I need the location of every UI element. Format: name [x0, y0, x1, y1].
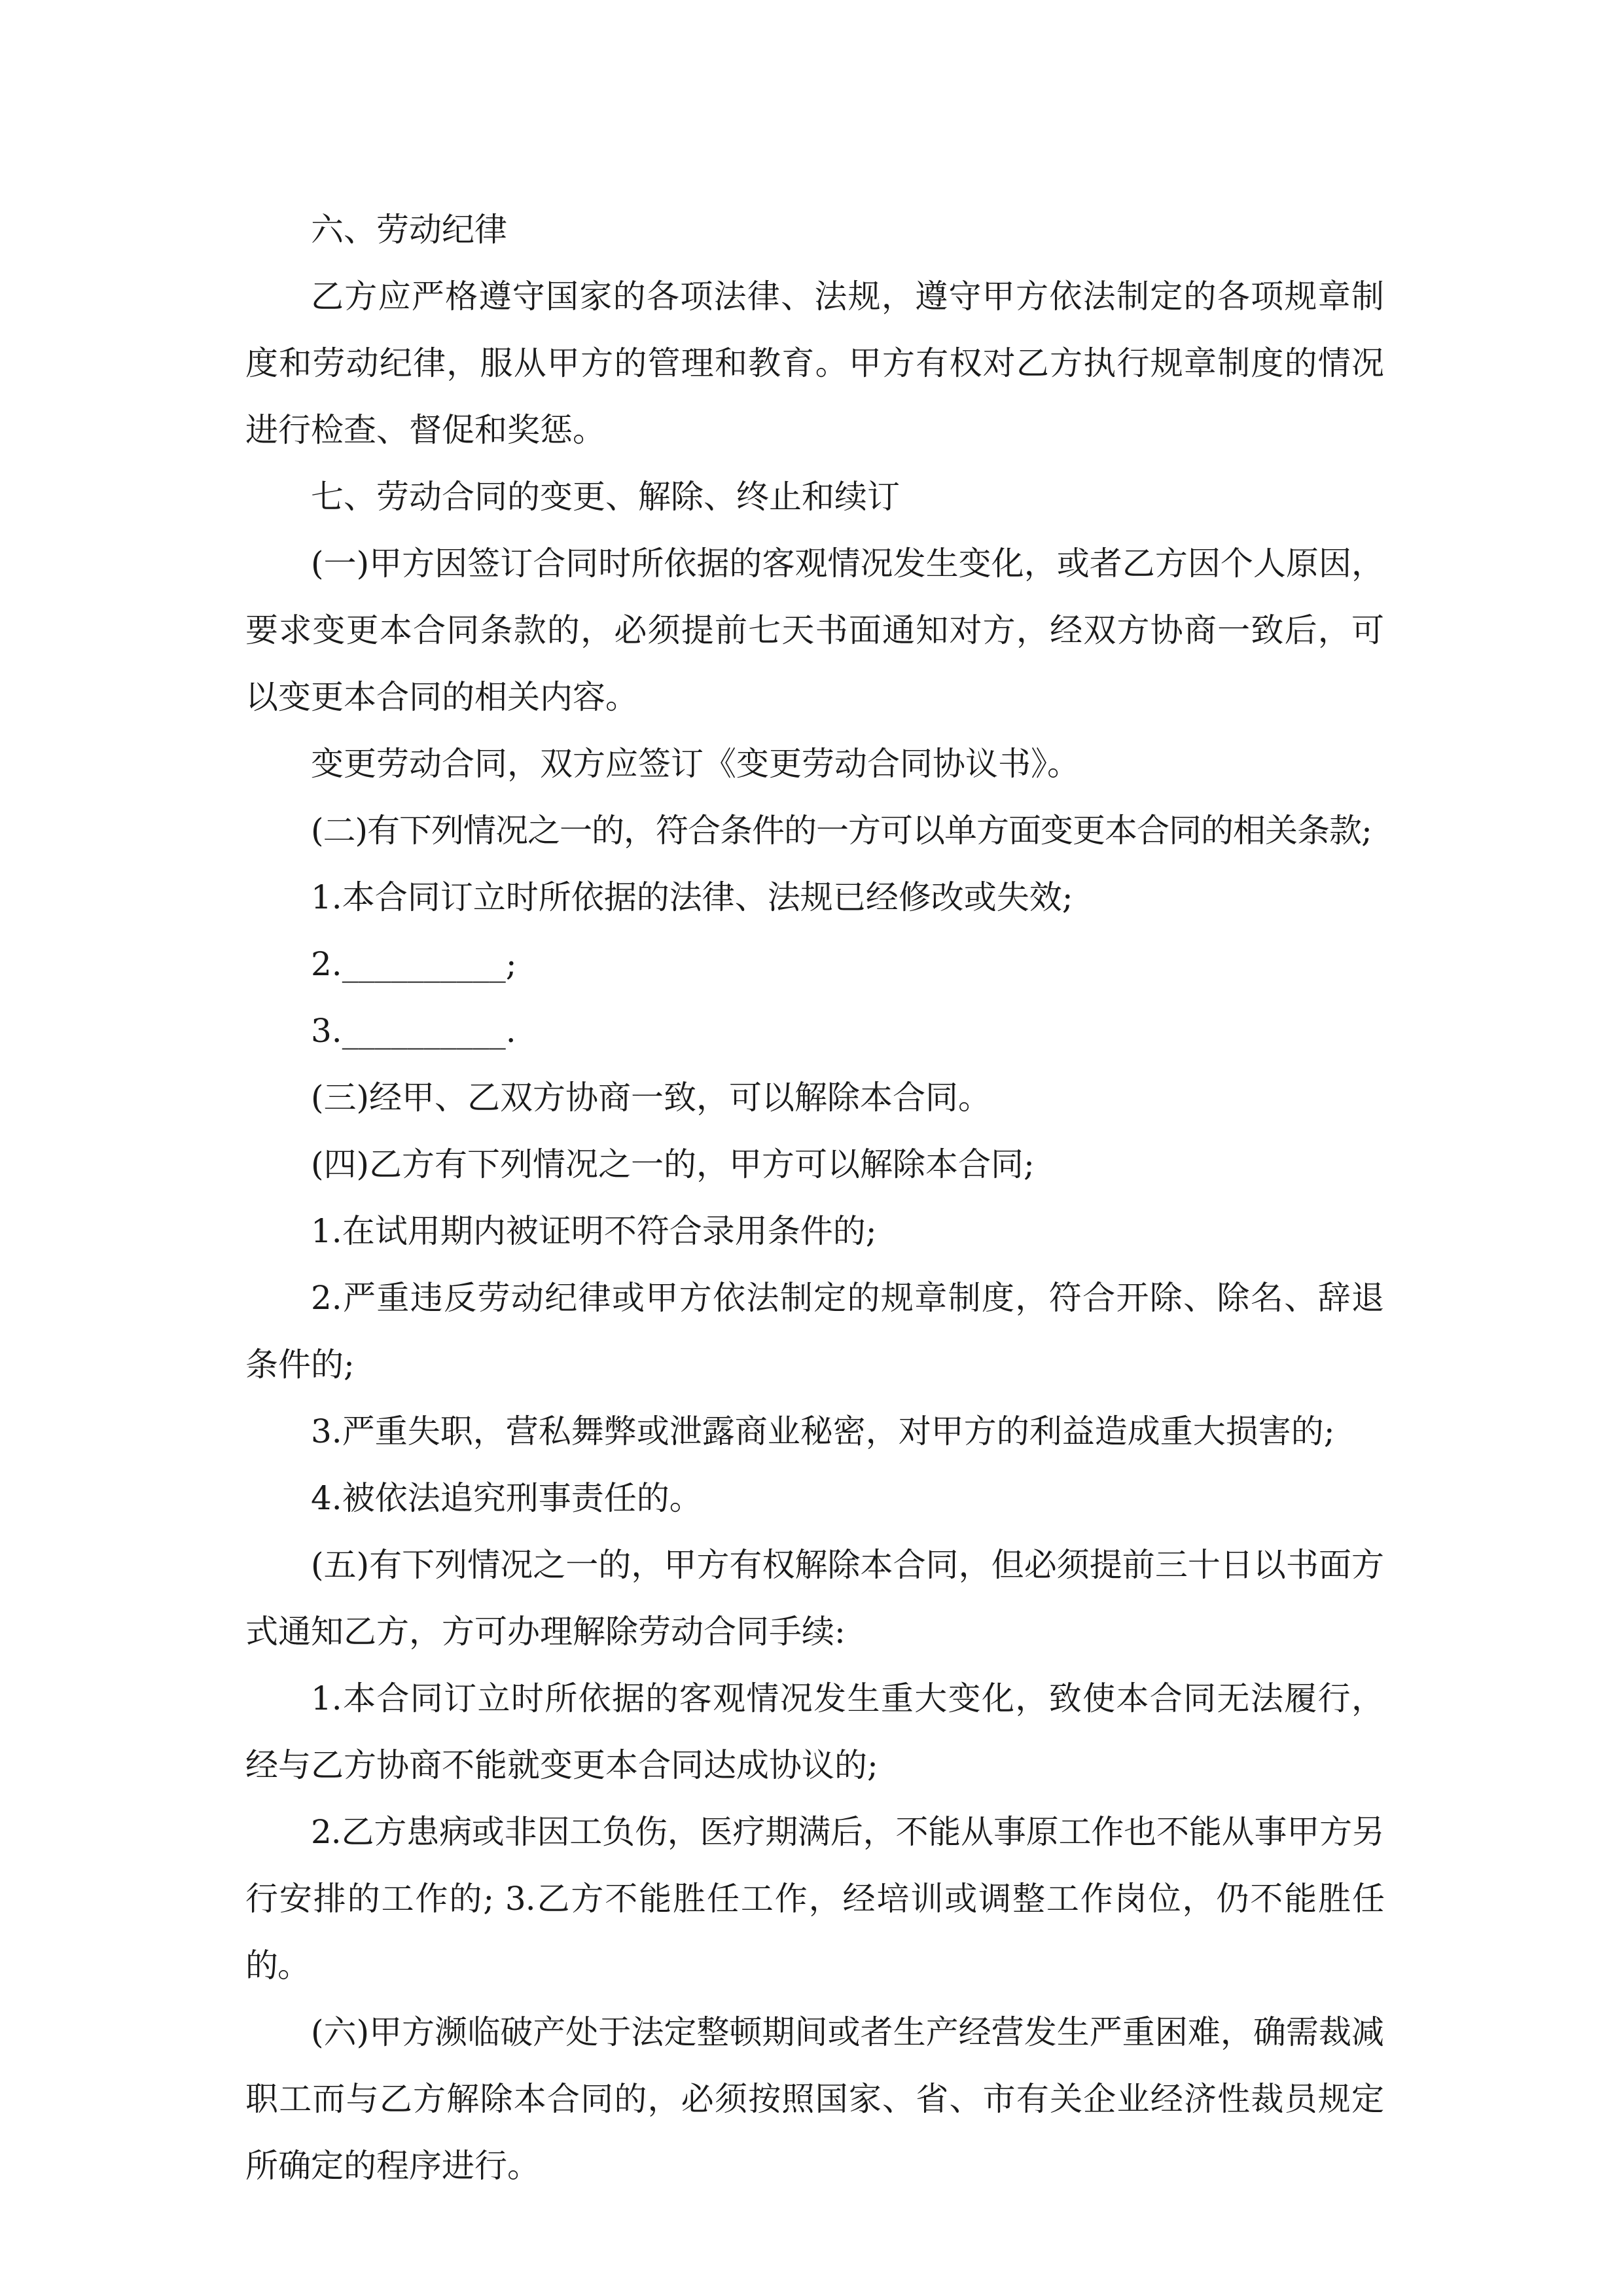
list-item: 4.被依法追究刑事责任的。: [311, 1479, 702, 1517]
clause-5-termination-with-notice: (五)有下列情况之一的，甲方有权解除本合同，但必须提前三十日以书面方式通知乙方，方可办理解除劳动合同手续:: [245, 1546, 1384, 1651]
list-item: 3.严重失职，营私舞弊或泄露商业秘密，对甲方的利益造成重大损害的;: [311, 1412, 1335, 1450]
clause-2-unilateral-change: (二)有下列情况之一的，符合条件的一方可以单方面变更本合同的相关条款;: [311, 812, 1372, 850]
paragraph-change-agreement: 变更劳动合同，双方应签订《变更劳动合同协议书》。: [311, 745, 1080, 783]
list-item-blank: 3.__________.: [311, 1012, 516, 1050]
clause-3-mutual-termination: (三)经甲、乙双方协商一致，可以解除本合同。: [311, 1079, 991, 1117]
section-heading-labor-discipline: 六、劳动纪律: [311, 211, 507, 249]
list-item-blank: 2.__________;: [311, 945, 517, 983]
list-item: 1.本合同订立时所依据的法律、法规已经修改或失效;: [311, 878, 1073, 916]
clause-1-change: (一)甲方因签订合同时所依据的客观情况发生变化，或者乙方因个人原因，要求变更本合同条款的，必须提前七天书面通知对方，经双方协商一致后，可以变更本合同的相关内容。: [245, 545, 1384, 716]
clause-6-layoff: (六)甲方濒临破产处于法定整顿期间或者生产经营发生严重困难，确需裁减职工而与乙方解除本合同的，必须按照国家、省、市有关企业经济性裁员规定所确定的程序进行。: [245, 2013, 1384, 2185]
clause-4-termination-by-employer: (四)乙方有下列情况之一的，甲方可以解除本合同;: [311, 1145, 1035, 1183]
list-item: 1.本合同订立时所依据的客观情况发生重大变化，致使本合同无法履行，经与乙方协商不能就变更本合同达成协议的;: [245, 1679, 1384, 1784]
paragraph-labor-discipline: 乙方应严格遵守国家的各项法律、法规，遵守甲方依法制定的各项规章制度和劳动纪律，服从甲方的管理和教育。甲方有权对乙方执行规章制度的情况进行检查、督促和奖惩。: [245, 278, 1384, 449]
section-heading-contract-changes: 七、劳动合同的变更、解除、终止和续订: [311, 478, 900, 516]
document-body: [245, 196, 1384, 2199]
list-item: 1.在试用期内被证明不符合录用条件的;: [311, 1212, 877, 1250]
list-item: 2.乙方患病或非因工负伤，医疗期满后，不能从事原工作也不能从事甲方另行安排的工作的; 3.乙方不能胜任工作，经培训或调整工作岗位，仍不能胜任的。: [245, 1813, 1384, 1984]
list-item: 2.严重违反劳动纪律或甲方依法制定的规章制度，符合开除、除名、辞退条件的;: [245, 1279, 1384, 1384]
